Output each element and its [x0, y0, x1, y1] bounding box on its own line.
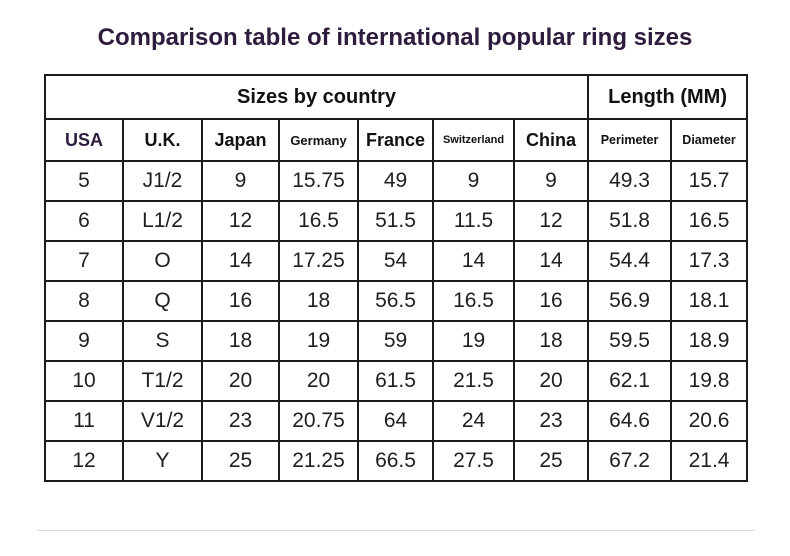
cell-perimeter-row7: 64.6 — [588, 401, 671, 441]
cell-germany-row6: 20 — [279, 361, 358, 401]
cell-china-row7: 23 — [514, 401, 588, 441]
cell-japan-row6: 20 — [202, 361, 279, 401]
cell-germany-row2: 16.5 — [279, 201, 358, 241]
cell-switzerland-row6: 21.5 — [433, 361, 514, 401]
cell-china-row8: 25 — [514, 441, 588, 481]
cell-germany-row7: 20.75 — [279, 401, 358, 441]
cell-switzerland-row2: 11.5 — [433, 201, 514, 241]
cell-diameter-row6: 19.8 — [671, 361, 747, 401]
cell-france-row1: 49 — [358, 161, 433, 201]
cell-perimeter-row5: 59.5 — [588, 321, 671, 361]
cell-usa-row6: 10 — [45, 361, 123, 401]
cell-switzerland-row8: 27.5 — [433, 441, 514, 481]
column-header-diameter: Diameter — [671, 119, 747, 161]
cell-perimeter-row4: 56.9 — [588, 281, 671, 321]
cell-usa-row2: 6 — [45, 201, 123, 241]
cell-japan-row1: 9 — [202, 161, 279, 201]
cell-switzerland-row3: 14 — [433, 241, 514, 281]
cell-u-k-row8: Y — [123, 441, 202, 481]
column-header-france: France — [358, 119, 433, 161]
table-body — [45, 161, 747, 481]
cell-france-row8: 66.5 — [358, 441, 433, 481]
cell-china-row6: 20 — [514, 361, 588, 401]
cell-perimeter-row3: 54.4 — [588, 241, 671, 281]
column-header-perimeter: Perimeter — [588, 119, 671, 161]
table-row — [45, 401, 747, 441]
group-header-row — [45, 75, 747, 119]
table-row — [45, 201, 747, 241]
cell-france-row6: 61.5 — [358, 361, 433, 401]
cell-switzerland-row1: 9 — [433, 161, 514, 201]
cell-usa-row4: 8 — [45, 281, 123, 321]
cell-china-row1: 9 — [514, 161, 588, 201]
cell-diameter-row4: 18.1 — [671, 281, 747, 321]
cell-germany-row5: 19 — [279, 321, 358, 361]
column-header-china: China — [514, 119, 588, 161]
table-row — [45, 241, 747, 281]
cell-switzerland-row5: 19 — [433, 321, 514, 361]
cell-u-k-row3: O — [123, 241, 202, 281]
cell-china-row4: 16 — [514, 281, 588, 321]
cell-usa-row5: 9 — [45, 321, 123, 361]
cell-usa-row3: 7 — [45, 241, 123, 281]
cell-china-row2: 12 — [514, 201, 588, 241]
ring-size-table — [44, 74, 748, 482]
cell-diameter-row5: 18.9 — [671, 321, 747, 361]
cell-france-row3: 54 — [358, 241, 433, 281]
cell-diameter-row7: 20.6 — [671, 401, 747, 441]
column-header-usa: USA — [45, 119, 123, 161]
column-header-u-k: U.K. — [123, 119, 202, 161]
group-header-sizes-by-country: Sizes by country — [45, 75, 588, 119]
cell-france-row4: 56.5 — [358, 281, 433, 321]
cell-diameter-row2: 16.5 — [671, 201, 747, 241]
cell-u-k-row1: J1/2 — [123, 161, 202, 201]
table-row — [45, 441, 747, 481]
cell-u-k-row6: T1/2 — [123, 361, 202, 401]
cell-japan-row8: 25 — [202, 441, 279, 481]
column-header-row — [45, 119, 747, 161]
group-header-length-mm: Length (MM) — [588, 75, 747, 119]
cell-switzerland-row4: 16.5 — [433, 281, 514, 321]
cell-japan-row4: 16 — [202, 281, 279, 321]
column-header-switzerland: Switzerland — [433, 119, 514, 161]
cell-germany-row8: 21.25 — [279, 441, 358, 481]
cell-u-k-row5: S — [123, 321, 202, 361]
cell-diameter-row8: 21.4 — [671, 441, 747, 481]
column-header-germany: Germany — [279, 119, 358, 161]
cell-u-k-row7: V1/2 — [123, 401, 202, 441]
cell-japan-row3: 14 — [202, 241, 279, 281]
cell-usa-row8: 12 — [45, 441, 123, 481]
bottom-divider-line — [38, 530, 754, 531]
cell-japan-row2: 12 — [202, 201, 279, 241]
cell-diameter-row1: 15.7 — [671, 161, 747, 201]
cell-japan-row5: 18 — [202, 321, 279, 361]
cell-france-row7: 64 — [358, 401, 433, 441]
cell-u-k-row4: Q — [123, 281, 202, 321]
column-header-japan: Japan — [202, 119, 279, 161]
cell-perimeter-row1: 49.3 — [588, 161, 671, 201]
cell-japan-row7: 23 — [202, 401, 279, 441]
table-row — [45, 281, 747, 321]
cell-perimeter-row8: 67.2 — [588, 441, 671, 481]
table-header — [45, 75, 747, 161]
cell-diameter-row3: 17.3 — [671, 241, 747, 281]
cell-u-k-row2: L1/2 — [123, 201, 202, 241]
cell-switzerland-row7: 24 — [433, 401, 514, 441]
cell-usa-row7: 11 — [45, 401, 123, 441]
cell-germany-row3: 17.25 — [279, 241, 358, 281]
cell-germany-row1: 15.75 — [279, 161, 358, 201]
cell-germany-row4: 18 — [279, 281, 358, 321]
cell-china-row3: 14 — [514, 241, 588, 281]
cell-france-row5: 59 — [358, 321, 433, 361]
cell-usa-row1: 5 — [45, 161, 123, 201]
table-row — [45, 321, 747, 361]
cell-perimeter-row2: 51.8 — [588, 201, 671, 241]
cell-france-row2: 51.5 — [358, 201, 433, 241]
cell-perimeter-row6: 62.1 — [588, 361, 671, 401]
table-row — [45, 161, 747, 201]
table-row — [45, 361, 747, 401]
cell-china-row5: 18 — [514, 321, 588, 361]
page-title: Comparison table of international popular ring sizes — [97, 24, 693, 51]
